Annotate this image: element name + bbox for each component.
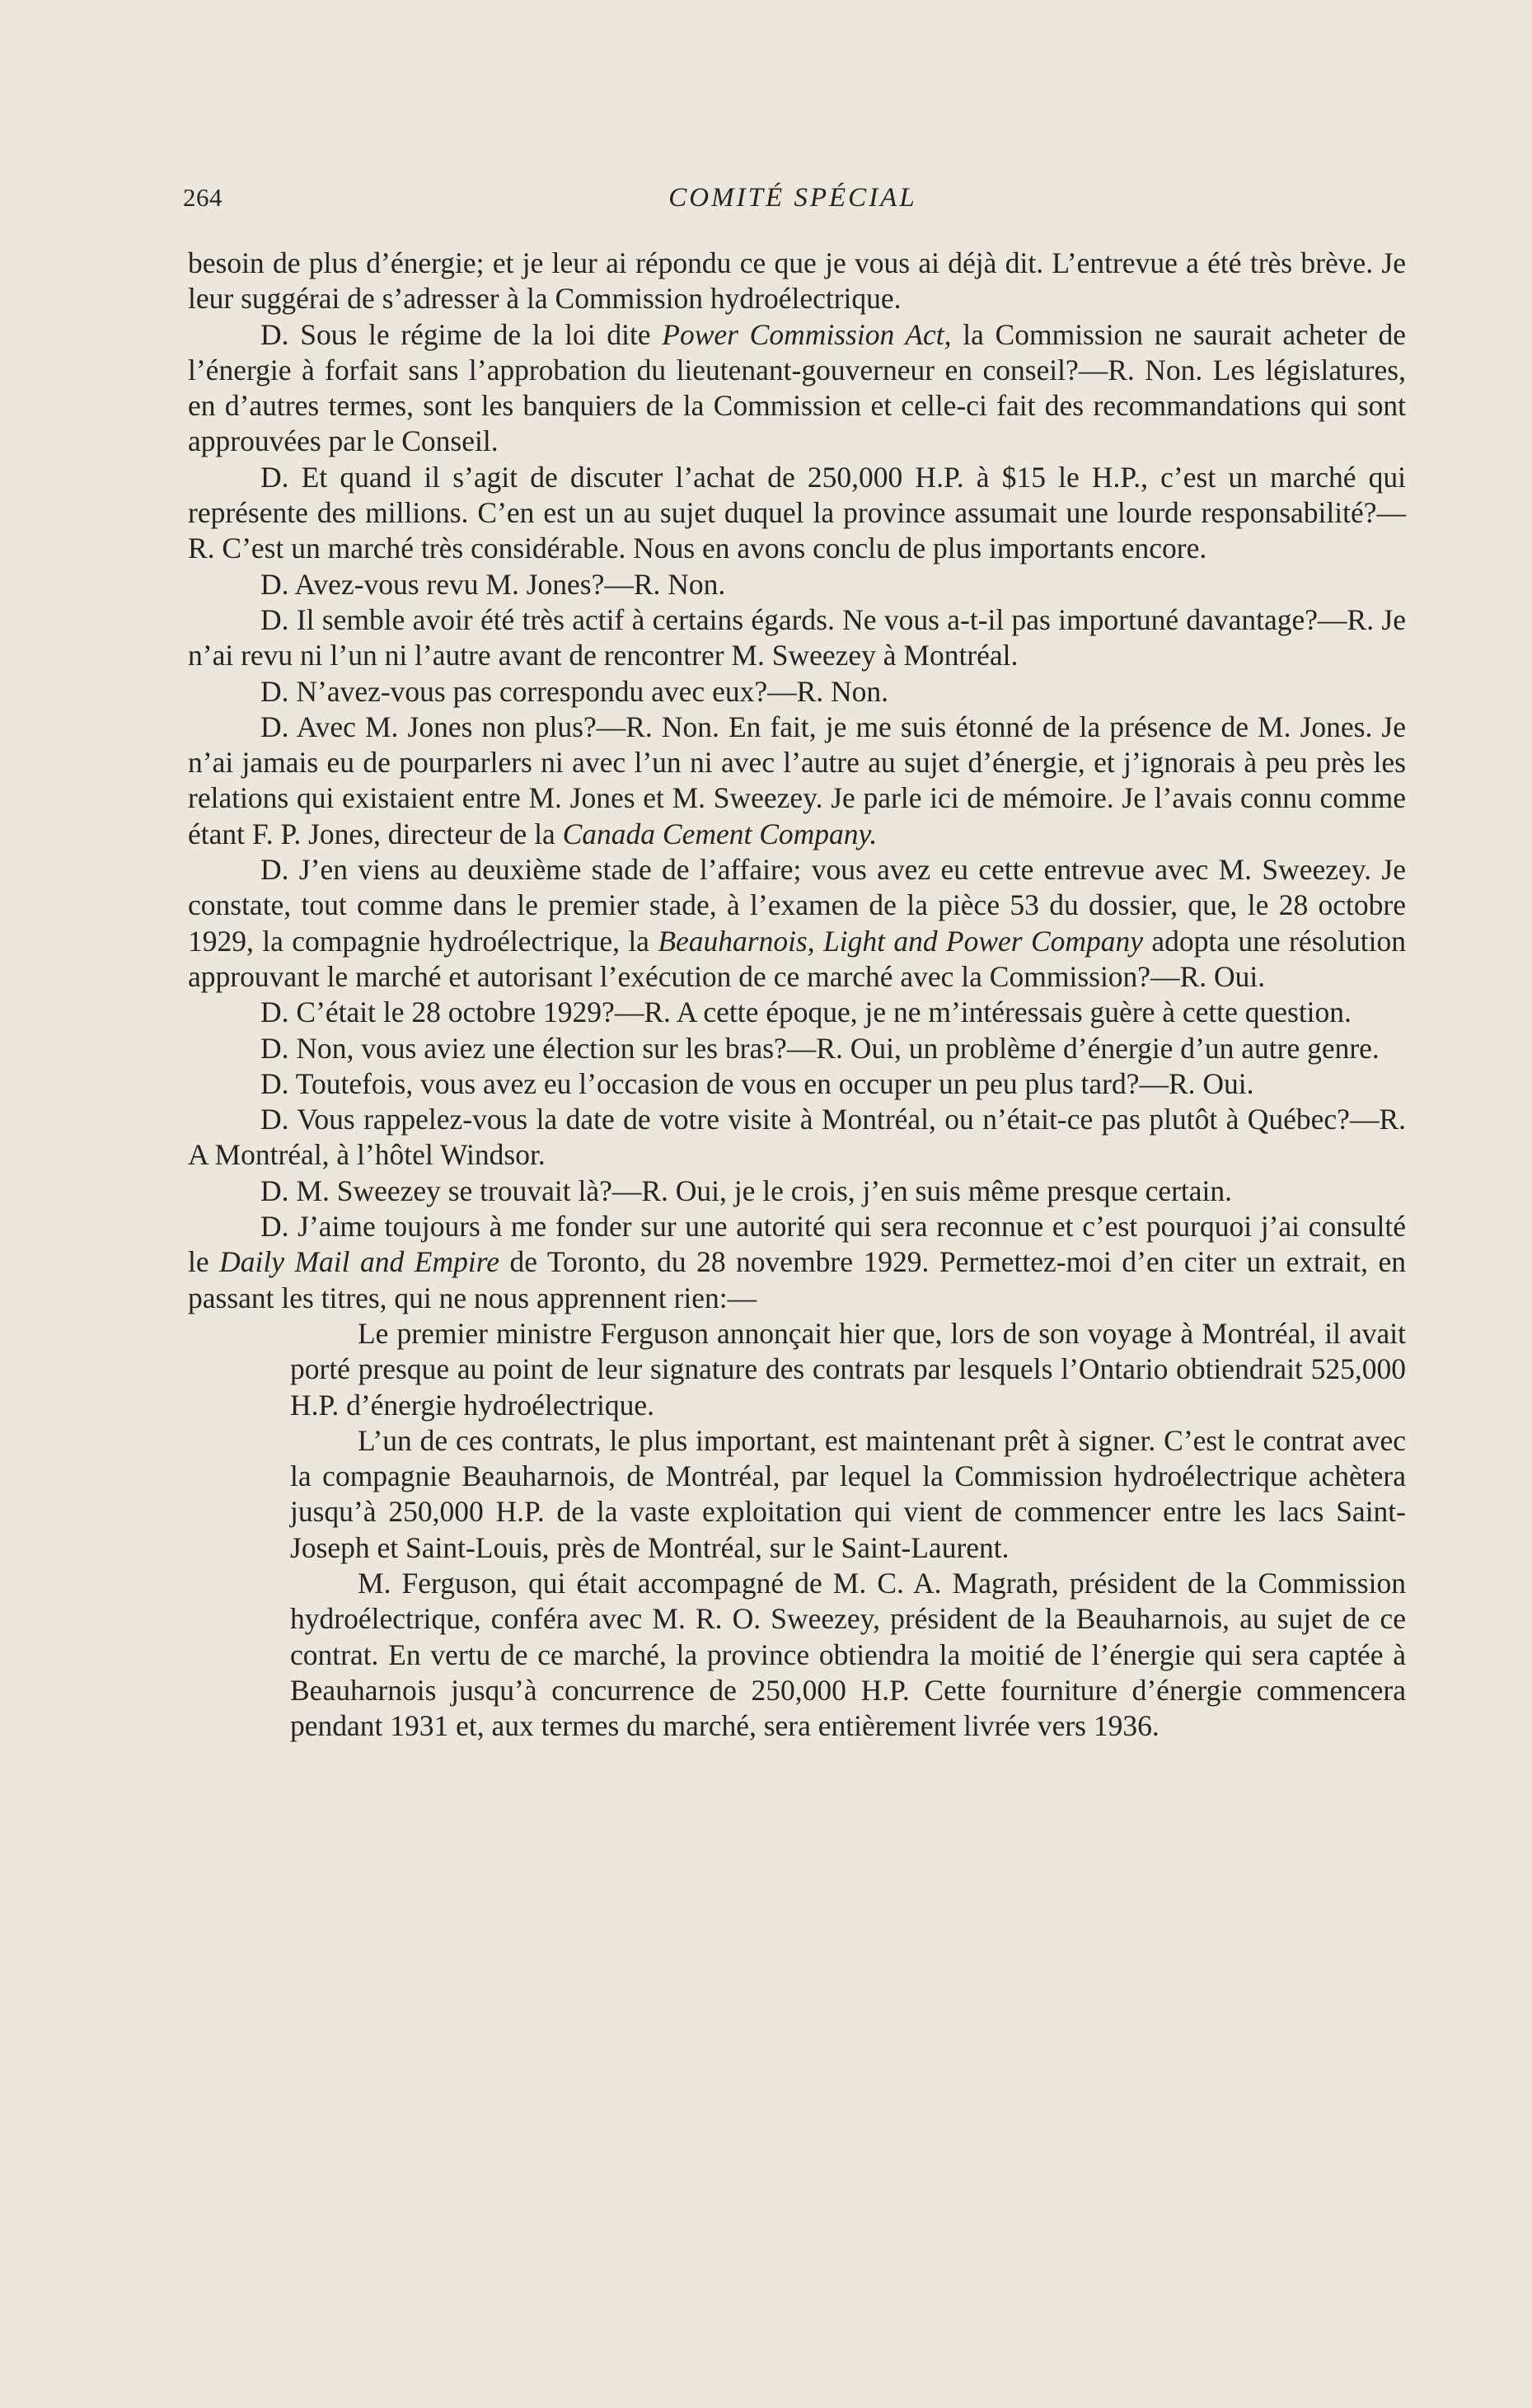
qa-paragraph [188,317,1406,460]
body-text [188,246,1406,1744]
text-segment: Le premier ministre Ferguson annonçait hier que, lors de son voyage à Montréal, il avait porté presque au point de leur signature des contrats par lesquels l’Ontario obtiendrait 525,000 H.P. d’énergie hydroélectrique. [290,1316,1406,1422]
text-segment: D. C’était le 28 octobre 1929?—R. A cette époque, je ne m’intéressais guère à cette question. [260,996,1352,1029]
text-segment: besoin de plus d’énergie; et je leur ai répondu ce que je vous ai déjà dit. L’entrevue a été très brève. Je leur suggérai de s’adresser à la Commission hydroélectrique. [188,246,1406,316]
text-segment: L’un de ces contrats, le plus important, est maintenant prêt à signer. C’est le contrat avec la compagnie Beauharnois, de Montréal, par lequel la Commission hydroélectrique achètera jusqu’à 250,000 H.P. de la vaste exploitation qui vient de commencer entre les lacs Saint-Joseph et Saint-Louis, près de Montréal, sur le Saint-Laurent. [290,1423,1406,1564]
qa-paragraph [188,995,1406,1030]
paragraph-list [188,246,1406,1316]
text-segment: D. J’en viens au deuxième stade de l’affaire; vous avez eu cette entrevue avec M. Sweezey. Je constate, tout comme dans le premier stade, à l’examen de la pièce 53 du dossier, que, le 28 octobre 1929, la compagnie hydroélectrique, la [188,853,1406,958]
text-segment: D. N’avez-vous pas correspondu avec eux?—R. Non. [260,674,889,708]
italic-title: Power Commission Act, [662,317,952,351]
text-segment: D. Et quand il s’agit de discuter l’achat de 250,000 H.P. à $15 le H.P., c’est un marché qui représente des millions. C’en est un au sujet duquel la province assumait une lourde responsabilité?—R. C’est un marché très considérable. Nous en avons conclu de plus importants encore. [188,460,1406,565]
qa-paragraph [188,1031,1406,1066]
qa-paragraph [188,1066,1406,1102]
qa-paragraph [188,1174,1406,1209]
qa-paragraph [188,674,1406,710]
block-quote [290,1316,1406,1745]
qa-paragraph [188,602,1406,674]
text-segment: D. J’aime toujours à me fonder sur une autorité qui sera reconnue et c’est pourquoi j’ai consulté le [188,1210,1406,1279]
text-segment: la Commission ne saurait acheter de l’énergie à forfait sans l’approbation du lieutenant-gouverneur en conseil?—R. Non. Les législatures, en d’autres termes, sont les banquiers de la Commission et celle-ci fait des recommandations qui sont approuvées par le Conseil. [188,317,1406,458]
italic-title: Daily Mail and Empire [219,1245,499,1279]
page-header [183,183,1403,219]
text-segment: D. Non, vous aviez une élection sur les bras?—R. Oui, un problème d’énergie d’un autre genre. [260,1031,1380,1065]
text-segment: D. Toutefois, vous avez eu l’occasion de vous en occuper un peu plus tard?—R. Oui. [260,1066,1254,1100]
text-segment: de Toronto, du 28 novembre 1929. Permettez-moi d’en citer un extrait, en passant les titres, qui ne nous apprennent rien:— [188,1245,1407,1314]
text-segment: D. Il semble avoir été très actif à certains égards. Ne vous a-t-il pas importuné davantage?—R. Je n’ai revu ni l’un ni l’autre avant de rencontrer M. Sweezey à Montréal. [188,602,1406,672]
text-segment: M. Ferguson, qui était accompagné de M. C. A. Magrath, président de la Commission hydroélectrique, conféra avec M. R. O. Sweezey, président de la Beauharnois, au sujet de ce contrat. En vertu de ce marché, la province obtiendra la moitié de l’énergie qui sera captée à Beauharnois jusqu’à concurrence de 250,000 H.P. Cette fourniture d’énergie commencera pendant 1931 et, aux termes du marché, sera entièrement livrée vers 1936. [290,1566,1406,1743]
text-segment: D. Avec M. Jones non plus?—R. Non. En fait, je me suis étonné de la présence de M. Jones. Je n’ai jamais eu de pourparlers ni avec l’un ni avec l’autre au sujet d’énergie, et j’ignorais à peu près les relations qui existaient entre M. Jones et M. Sweezey. Je parle ici de mémoire. Je l’avais connu comme étant F. P. Jones, directeur de la [188,710,1406,850]
text-segment: adopta une résolution approuvant le marché et autorisant l’exécution de ce marché avec la Commission?—R. Oui. [188,924,1406,993]
text-segment: D. Avez-vous revu M. Jones?—R. Non. [260,567,726,601]
italic-title: Beauharnois, Light and Power Company [658,924,1144,958]
text-segment: D. Sous le régime de la loi dite [260,317,663,351]
text-segment: D. Vous rappelez-vous la date de votre visite à Montréal, ou n’était-ce pas plutôt à Québec?—R. A Montréal, à l’hôtel Windsor. [188,1103,1406,1172]
qa-paragraph [188,710,1406,852]
quote-paragraph [290,1316,1406,1423]
text-segment: D. M. Sweezey se trouvait là?—R. Oui, je le crois, j’en suis même presque certain. [260,1174,1233,1207]
qa-paragraph [188,567,1406,602]
quote-paragraph [290,1566,1406,1744]
italic-title: Canada Cement Company. [562,817,878,850]
quote-paragraph [290,1423,1406,1566]
page-number: 264 [183,183,223,212]
qa-paragraph [188,1102,1406,1174]
running-head: COMITÉ SPÉCIAL [668,183,917,213]
qa-paragraph [188,1209,1406,1316]
qa-paragraph [188,460,1406,567]
qa-paragraph [188,852,1406,995]
continuation-paragraph [188,246,1406,317]
